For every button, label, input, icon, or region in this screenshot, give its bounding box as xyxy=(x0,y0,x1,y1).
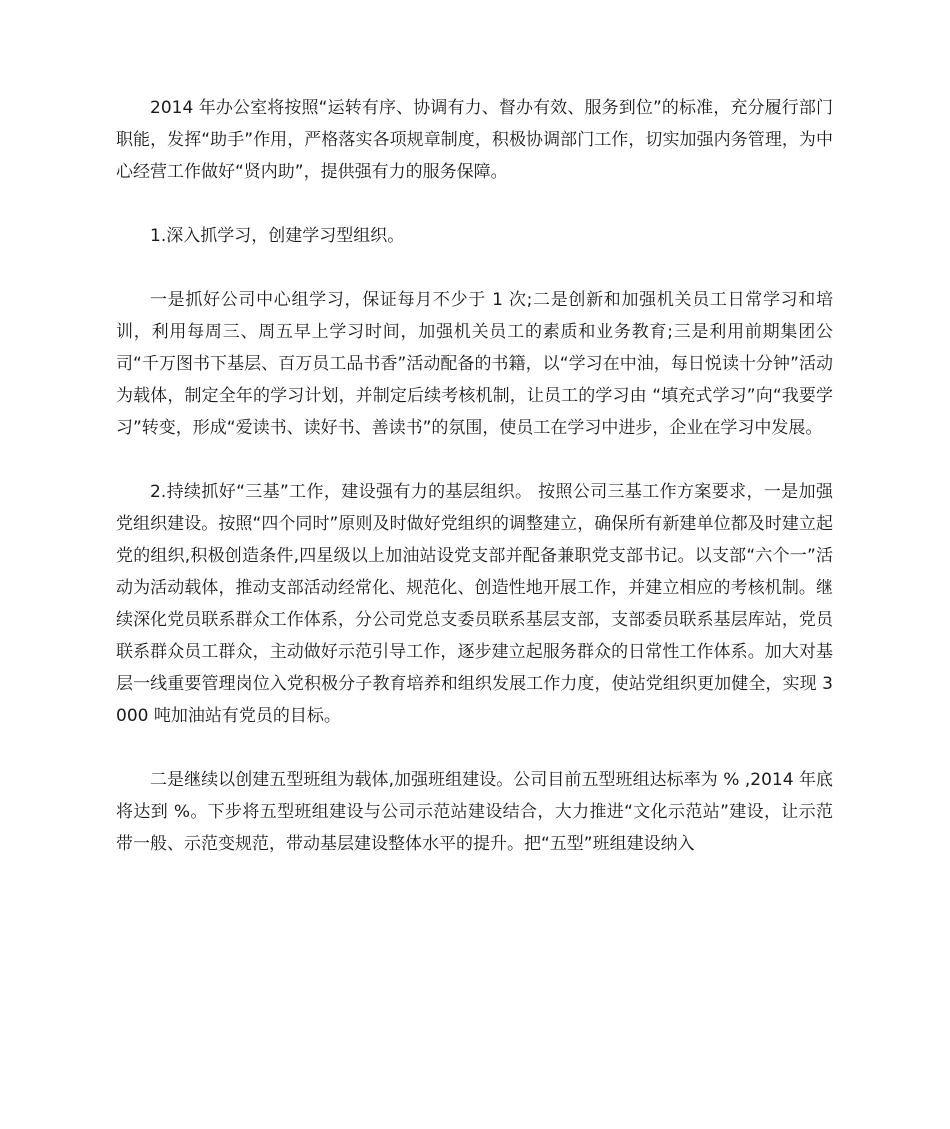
paragraph-team-building: 二是继续以创建五型班组为载体,加强班组建设。公司目前五型班组达标率为 % ,2014 年底将达到 %。下步将五型班组建设与公司示范站建设结合，大力推进“文化示范站”建设，让示范带一般、示范变规范，带动基层建设整体水平的提升。把“五型”班组建设纳入 xyxy=(116,770,833,854)
section-heading-study: 1.深入抓学习，创建学习型组织。 xyxy=(150,226,405,246)
document-body xyxy=(116,92,833,860)
paragraph-intro: 2014 年办公室将按照“运转有序、协调有力、督办有效、服务到位”的标准，充分履行部门职能，发挥“助手”作用，严格落实各项规章制度，积极协调部门工作，切实加强内务管理，为中心经营工作做好“贤内助”，提供强有力的服务保障。 xyxy=(116,98,833,182)
paragraph-three-basics: 2.持续抓好“三基”工作，建设强有力的基层组织。 按照公司三基工作方案要求，一是加强党组织建设。按照“四个同时”原则及时做好党组织的调整建立，确保所有新建单位都及时建立起党的组织,积极创造条件,四星级以上加油站设党支部并配备兼职党支部书记。以支部“六个一”活动为活动载体，推动支部活动经常化、规范化、创造性地开展工作，并建立相应的考核机制。继续深化党员联系群众工作体系，分公司党总支委员联系基层支部，支部委员联系基层库站，党员联系群众员工群众，主动做好示范引导工作，逐步建立起服务群众的日常性工作体系。加大对基层一线重要管理岗位入党积极分子教育培养和组织发展工作力度，使站党组织更加健全，实现 3000 吨加油站有党员的目标。 xyxy=(116,482,833,726)
paragraph-study-plan: 一是抓好公司中心组学习，保证每月不少于 1 次;二是创新和加强机关员工日常学习和培训，利用每周三、周五早上学习时间，加强机关员工的素质和业务教育;三是利用前期集团公司“千万图书下基层、百万员工品书香”活动配备的书籍，以“学习在中油，每日悦读十分钟”活动为载体，制定全年的学习计划，并制定后续考核机制，让员工的学习由 “填充式学习”向“我要学习”转变，形成“爱读书、读好书、善读书”的氛围，使员工在学习中进步，企业在学习中发展。 xyxy=(116,290,833,438)
